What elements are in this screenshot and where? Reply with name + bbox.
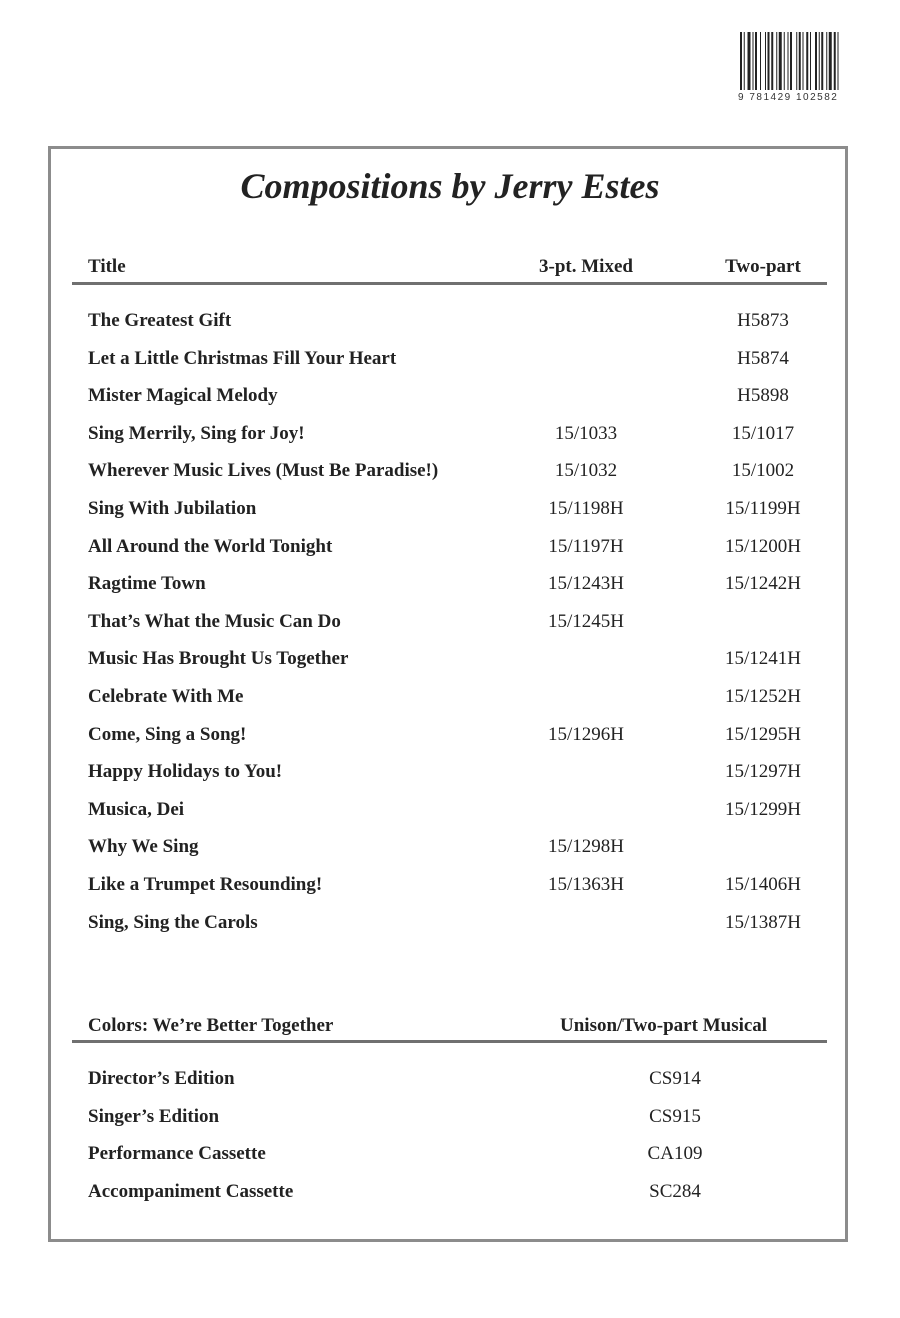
- edition-name: Performance Cassette: [88, 1143, 266, 1165]
- code-3pt-mixed: 15/1296H: [548, 723, 624, 745]
- code-3pt-mixed: 15/1198H: [548, 498, 624, 519]
- table-row: [0, 611, 900, 641]
- code-two-part: 15/1199H: [725, 498, 801, 519]
- composition-title: Sing Merrily, Sing for Joy!: [88, 422, 305, 444]
- code-3pt-mixed: 15/1243H: [548, 573, 624, 595]
- list-item: [0, 1068, 900, 1098]
- edition-code: CA109: [647, 1143, 703, 1165]
- header-rule: [72, 282, 827, 285]
- barcode-bars: [738, 32, 868, 92]
- table-row: [0, 348, 900, 378]
- column-header-title: Title: [88, 256, 126, 277]
- code-3pt-mixed: 15/1197H: [548, 535, 624, 557]
- musical-rule: [72, 1040, 827, 1043]
- code-two-part: 15/1406H: [725, 874, 801, 895]
- edition-name: Singer’s Edition: [88, 1105, 220, 1127]
- table-row: [0, 573, 900, 603]
- code-two-part: H5873: [737, 310, 789, 331]
- code-3pt-mixed: 15/1245H: [548, 610, 624, 632]
- composition-title: Sing With Jubilation: [88, 498, 257, 519]
- table-row: [0, 498, 900, 528]
- table-row: [0, 460, 900, 490]
- composition-title: The Greatest Gift: [88, 310, 232, 331]
- list-item: [0, 1106, 900, 1136]
- table-row: [0, 761, 900, 791]
- edition-code: CS914: [649, 1068, 701, 1089]
- composition-title: Let a Little Christmas Fill Your Heart: [88, 347, 397, 369]
- column-header-two-part: Two-part: [725, 256, 801, 277]
- table-row: [0, 799, 900, 829]
- composition-title: Wherever Music Lives (Must Be Paradise!): [88, 460, 439, 482]
- musical-title: Colors: We’re Better Together: [88, 1015, 334, 1036]
- table-row: [0, 310, 900, 340]
- code-two-part: 15/1252H: [725, 686, 801, 707]
- code-two-part: 15/1299H: [725, 798, 801, 820]
- page-title: Compositions by Jerry Estes: [240, 166, 660, 206]
- code-two-part: 15/1200H: [725, 535, 801, 557]
- code-two-part: 15/1002: [731, 460, 795, 482]
- composition-title: Celebrate With Me: [88, 686, 244, 707]
- edition-name: Director’s Edition: [88, 1068, 235, 1089]
- table-row: [0, 648, 900, 678]
- table-row: [0, 836, 900, 866]
- composition-title: Happy Holidays to You!: [88, 761, 283, 783]
- table-row: [0, 724, 900, 754]
- edition-code: SC284: [649, 1180, 701, 1202]
- column-header-3pt-mixed: 3-pt. Mixed: [539, 256, 633, 277]
- edition-name: Accompaniment Cassette: [88, 1180, 294, 1202]
- composition-title: Why We Sing: [88, 836, 199, 858]
- table-row: [0, 912, 900, 942]
- code-3pt-mixed: 15/1363H: [548, 874, 624, 895]
- table-row: [0, 686, 900, 716]
- table-row: [0, 536, 900, 566]
- code-two-part: 15/1297H: [725, 761, 801, 783]
- code-two-part: 15/1241H: [725, 648, 801, 670]
- table-row: [0, 874, 900, 904]
- composition-title: Sing, Sing the Carols: [88, 911, 258, 933]
- list-item: [0, 1181, 900, 1211]
- code-3pt-mixed: 15/1032: [554, 460, 618, 482]
- composition-title: Ragtime Town: [88, 573, 206, 595]
- code-two-part: H5874: [737, 347, 789, 369]
- composition-title: Mister Magical Melody: [88, 385, 278, 407]
- code-two-part: 15/1387H: [725, 911, 801, 933]
- code-3pt-mixed: 15/1298H: [548, 836, 624, 858]
- code-3pt-mixed: 15/1033: [554, 422, 618, 444]
- code-two-part: 15/1295H: [725, 723, 801, 745]
- code-two-part: 15/1017: [731, 422, 795, 444]
- composition-title: Like a Trumpet Resounding!: [88, 874, 323, 895]
- table-row: [0, 423, 900, 453]
- code-two-part: H5898: [737, 385, 789, 407]
- table-row: [0, 385, 900, 415]
- composition-title: That’s What the Music Can Do: [88, 610, 341, 632]
- composition-title: Come, Sing a Song!: [88, 723, 247, 745]
- code-two-part: 15/1242H: [725, 573, 801, 595]
- composition-title: Music Has Brought Us Together: [88, 648, 349, 670]
- composition-title: Musica, Dei: [88, 798, 185, 820]
- musical-type: Unison/Two-part Musical: [560, 1015, 768, 1036]
- barcode: [738, 32, 868, 104]
- barcode-digits: 9 781429 102582: [738, 92, 839, 103]
- composition-title: All Around the World Tonight: [88, 535, 333, 557]
- list-item: [0, 1143, 900, 1173]
- edition-code: CS915: [649, 1105, 701, 1127]
